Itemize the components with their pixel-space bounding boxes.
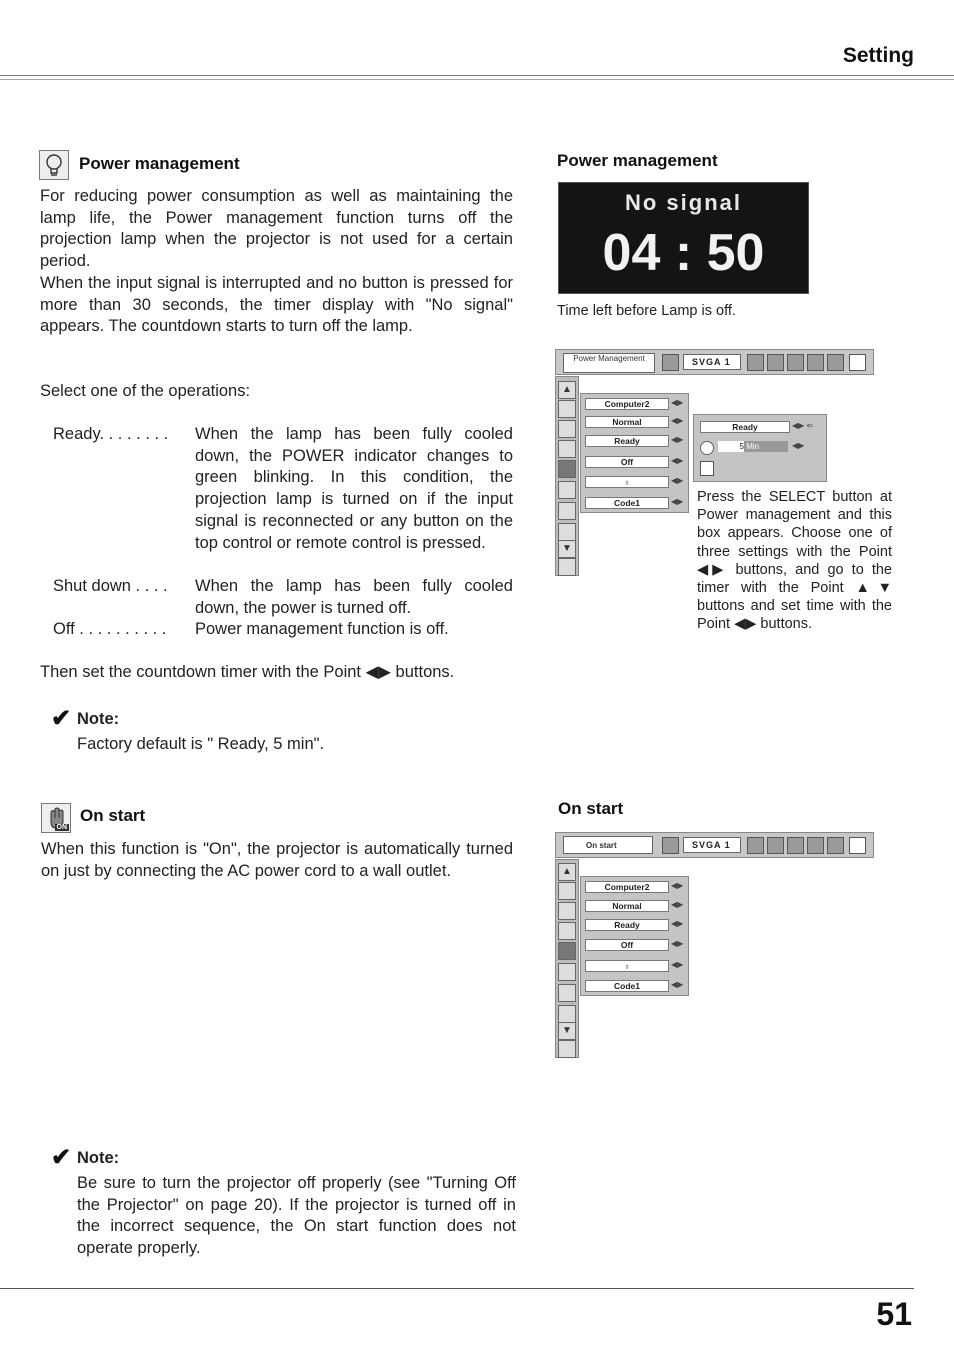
left-right-arrows[interactable]: ◀▶ [671,456,684,465]
input-source-label: SVGA 1 [683,354,741,370]
on-start-icon [41,803,71,833]
lamp-icon: ♁ [623,961,631,971]
setting-selected-icon[interactable] [558,460,576,478]
option-lamp-mode[interactable] [585,476,669,488]
setting-values-panel [580,393,689,513]
key-icon[interactable] [558,523,576,541]
image-icon[interactable] [787,837,804,854]
sub-option-ready[interactable]: Ready [700,421,790,433]
op-off-label: Off . . . . . . . . . . [53,620,167,638]
screen-icon[interactable] [662,354,679,371]
memory-icon[interactable] [558,1040,576,1058]
header-rule-2 [0,79,954,80]
input-source-label: SVGA 1 [683,837,741,853]
on-start-heading: On start [80,806,146,825]
timer-setting[interactable] [718,441,788,452]
option-code1[interactable]: Code1 [585,980,669,992]
image-select-icon[interactable] [558,440,576,458]
clock-icon [700,441,714,455]
left-right-arrows[interactable]: ◀▶ [671,497,684,506]
exit-icon[interactable] [700,461,714,476]
left-right-arrows[interactable]: ◀▶ [671,919,684,928]
on-icon-label: ON [56,824,67,831]
lightbulb-icon [39,150,69,180]
power-management-subpanel [693,414,827,482]
checkmark-icon: ✔ [51,1144,72,1171]
power-management-heading: Power management [79,154,240,173]
memory-icon[interactable] [558,558,576,576]
power-para-2: When the input signal is interrupted and no button is pressed for more than 30 seconds, the timer display with "No signal" appears. The countdown starts to turn off the lamp. [40,274,513,336]
note-text: Be sure to turn the projector off properly (see "Turning Off the Projector" on page 20). If the projector is turned off in the incorrect sequence, the On start function does not operate properly. [77,1174,516,1258]
setting-icon[interactable] [767,837,784,854]
option-normal[interactable]: Normal [585,900,669,912]
setting-selected-icon[interactable] [558,942,576,960]
menu-sidebar [555,376,579,576]
pencil-icon[interactable] [849,354,866,371]
left-right-arrows[interactable]: ◀▶ [671,881,684,890]
image-adjust-icon[interactable] [558,502,576,520]
checkmark-icon: ✔ [51,705,72,732]
image-adjust-icon[interactable] [558,984,576,1002]
option-computer2[interactable]: Computer2 [585,398,669,410]
pencil-icon[interactable] [849,837,866,854]
footer-rule [0,1288,914,1289]
option-off[interactable]: Off [585,939,669,951]
screen-adjust-icon[interactable] [807,354,824,371]
left-right-arrows[interactable]: ◀▶ [671,476,684,485]
info-icon[interactable] [827,837,844,854]
left-right-arrows[interactable]: ◀▶ [671,416,684,425]
power-para-4: Then set the countdown timer with the Point ◀▶ buttons. [40,663,455,681]
menu-title: Power Management [563,353,655,373]
power-para-3: Select one of the operations: [40,382,251,400]
setting-icon[interactable] [767,354,784,371]
op-shutdown-label: Shut down . . . . [53,577,168,595]
screen-icon[interactable] [662,837,679,854]
menu-title: On start [563,836,653,854]
up-icon[interactable]: ▲ [558,381,576,399]
timer-caption: Time left before Lamp is off. [557,303,736,319]
left-right-arrows[interactable]: ◀▶ [671,960,684,969]
header-rule [0,75,954,76]
pc-adjust-icon[interactable] [558,420,576,438]
down-icon[interactable]: ▼ [558,540,576,558]
setting-values-panel [580,876,689,996]
option-ready[interactable]: Ready [585,435,669,447]
sound-icon[interactable] [747,837,764,854]
on-start-para: When this function is "On", the projector is automatically turned on just by connecting the AC power cord to a wall outlet. [41,840,513,880]
option-computer2[interactable]: Computer2 [585,881,669,893]
screen-adjust-icon[interactable] [807,837,824,854]
key-icon[interactable] [558,1005,576,1023]
sound-icon[interactable] [747,354,764,371]
lamp-icon: ♁ [623,477,631,487]
language-icon[interactable] [558,481,576,499]
right-on-start-heading: On start [558,799,624,818]
option-lamp-mode[interactable] [585,960,669,972]
left-right-arrows[interactable]: ◀▶ [671,980,684,989]
op-off-desc: Power management function is off. [195,620,449,638]
no-signal-text: No signal [624,190,742,215]
option-off[interactable]: Off [585,456,669,468]
left-right-arrows[interactable]: ◀▶ [671,939,684,948]
left-right-arrows[interactable]: ◀▶ ⇐ [792,421,814,430]
up-icon[interactable]: ▲ [558,863,576,881]
input-icon[interactable] [558,882,576,900]
menu-toolbar [555,832,874,858]
power-para-1: For reducing power consumption as well as maintaining the lamp life, the Power management function turns off the projection lamp when the projector is not used for a certain period. [40,187,513,271]
left-right-arrows[interactable]: ◀▶ [671,435,684,444]
page-number: 51 [876,1296,912,1332]
op-ready-desc: When the lamp has been fully cooled down, the POWER indicator changes to green blinking. In this condition, the projection lamp is turned on if the input signal is reconnected or any button on the top control or remote control is pressed. [195,425,513,552]
right-power-heading: Power management [557,151,718,170]
input-icon[interactable] [558,400,576,418]
note-text: Factory default is " Ready, 5 min". [77,735,325,753]
left-right-arrows[interactable]: ◀▶ [792,441,805,450]
timer-value: 5 [718,441,744,452]
timer-unit: Min [746,442,760,451]
op-ready-label: Ready. . . . . . . . [53,425,169,443]
pc-adjust-icon[interactable] [558,902,576,920]
left-right-arrows[interactable]: ◀▶ [671,398,684,407]
menu-toolbar [555,349,874,375]
page-section-title: Setting [842,44,914,67]
left-right-arrows[interactable]: ◀▶ [671,900,684,909]
note-label: Note: [77,1149,120,1167]
option-ready[interactable]: Ready [585,919,669,931]
menu-caption: Press the SELECT button at Power management and this box appears. Choose one of three settings with the Point ◀▶ buttons, and go to the timer with the Point ▲▼ buttons and set time with the Point ◀▶ buttons. [697,489,892,633]
image-icon[interactable] [787,354,804,371]
option-normal[interactable]: Normal [585,416,669,428]
down-icon[interactable]: ▼ [558,1022,576,1040]
language-icon[interactable] [558,963,576,981]
info-icon[interactable] [827,354,844,371]
countdown-timer: 04 : 50 [602,224,765,282]
note-label: Note: [77,710,120,728]
option-code1[interactable]: Code1 [585,497,669,509]
op-shutdown-desc: When the lamp has been fully cooled down, the power is turned off. [195,577,513,617]
menu-sidebar [555,859,579,1058]
no-signal-display [558,182,809,294]
image-select-icon[interactable] [558,922,576,940]
